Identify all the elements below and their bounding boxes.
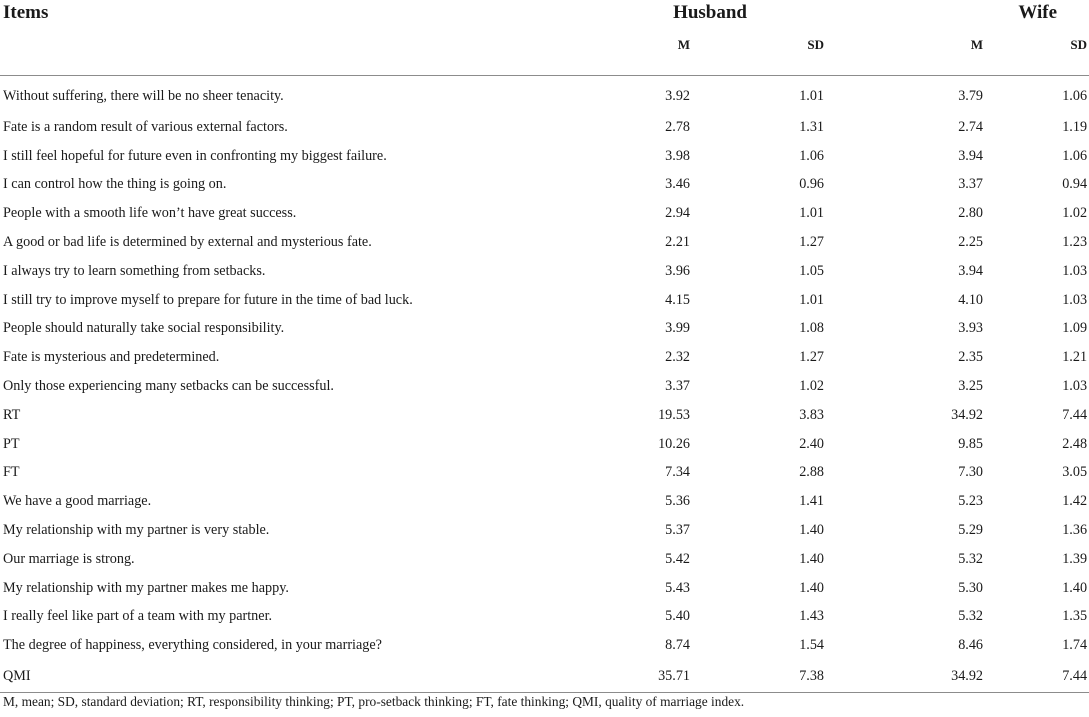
table-row (0, 257, 1089, 286)
wife-m-cell: 8.46 (958, 637, 984, 654)
wife-sd-cell: 1.03 (1062, 291, 1088, 308)
item-cell: Only those experiencing many setbacks can be successful. (3, 378, 334, 395)
wife-m-cell: 3.37 (958, 176, 984, 193)
husband-m-cell: 2.94 (665, 205, 690, 222)
husband-sd-cell: 1.43 (799, 608, 825, 625)
husband-m-cell: 8.74 (665, 637, 690, 654)
item-cell: Our marriage is strong. (3, 550, 135, 567)
header-row-groups (0, 0, 1089, 32)
item-cell: I really feel like part of a team with my partner. (3, 608, 273, 625)
husband-sd-cell: 1.01 (799, 205, 825, 222)
husband-m-cell: 2.78 (665, 118, 690, 135)
wife-m-cell: 3.79 (958, 88, 984, 104)
item-cell: QMI (0, 660, 560, 693)
husband-sd-cell: 1.40 (799, 579, 825, 596)
husband-sd-cell: 1.27 (799, 234, 825, 251)
header-wife: Wife (1018, 2, 1058, 23)
item-cell: A good or bad life is determined by external and mysterious fate. (3, 234, 372, 251)
wife-sd-cell: 7.44 (1062, 406, 1088, 423)
husband-m-cell: 3.37 (665, 378, 690, 395)
table-row (0, 228, 1089, 257)
wife-m-cell: 2.80 (958, 205, 984, 222)
item-cell: I can control how the thing is going on. (3, 176, 227, 193)
husband-sd-cell: 1.06 (799, 147, 825, 164)
wife-sd-cell: 1.19 (1062, 118, 1088, 135)
husband-m-cell: 19.53 (658, 406, 690, 423)
wife-sd-cell: 1.09 (1062, 320, 1088, 337)
table-row (0, 516, 1089, 545)
husband-m-cell: 7.34 (665, 464, 690, 481)
table-row (0, 430, 1089, 459)
husband-sd-cell: 1.40 (799, 550, 825, 567)
table-row (0, 545, 1089, 574)
husband-sd-cell: 1.40 (799, 522, 825, 539)
wife-sd-cell: 1.03 (1062, 262, 1088, 279)
husband-m-cell: 5.37 (665, 522, 690, 539)
husband-m-cell: 3.99 (665, 320, 690, 337)
header-wife-m: M (825, 32, 985, 76)
husband-m-cell: 3.46 (665, 176, 690, 193)
wife-sd-cell: 1.06 (1062, 88, 1088, 104)
header-husband-m: M (560, 32, 690, 76)
item-cell: Fate is mysterious and predetermined. (3, 349, 220, 366)
table-row (0, 113, 1089, 142)
wife-sd-cell: 1.36 (1062, 522, 1088, 539)
wife-m-cell: 2.35 (958, 349, 984, 366)
wife-m-cell: 3.93 (958, 320, 984, 337)
item-cell: My relationship with my partner makes me happy. (3, 579, 289, 596)
husband-m-cell: 5.43 (665, 579, 690, 596)
wife-sd-cell: 1.39 (1062, 550, 1088, 567)
header-husband: Husband (673, 2, 748, 23)
wife-sd-cell: 1.23 (1062, 234, 1088, 251)
item-cell: I still try to improve myself to prepare for future in the time of bad luck. (3, 291, 413, 308)
wife-m-cell: 3.25 (958, 378, 984, 395)
header-row-stats (0, 32, 1089, 76)
wife-sd-cell: 3.05 (1062, 464, 1088, 481)
husband-sd-cell: 1.01 (799, 88, 825, 104)
wife-sd-cell: 1.03 (1062, 378, 1088, 395)
table-row (0, 286, 1089, 315)
husband-sd-cell: 7.38 (690, 660, 825, 693)
wife-sd-cell: 2.48 (1062, 435, 1088, 452)
item-cell: Without suffering, there will be no sheer tenacity. (3, 88, 284, 104)
wife-sd-cell: 1.35 (1062, 608, 1088, 625)
item-cell: RT (3, 406, 21, 423)
husband-sd-cell: 1.02 (799, 378, 825, 395)
husband-sd-cell: 3.83 (799, 406, 825, 423)
wife-sd-cell: 0.94 (1062, 176, 1088, 193)
table-header (0, 0, 1089, 76)
wife-sd-cell: 1.06 (1062, 147, 1088, 164)
table-row (0, 171, 1089, 200)
table-row (0, 603, 1089, 632)
wife-m-cell: 3.94 (958, 147, 984, 164)
table-row (0, 142, 1089, 171)
header-items: Items (3, 2, 49, 23)
item-cell: I still feel hopeful for future even in confronting my biggest failure. (3, 147, 387, 164)
table-row (0, 487, 1089, 516)
wife-m-cell: 5.29 (958, 522, 984, 539)
table-row (0, 574, 1089, 603)
husband-sd-cell: 1.54 (799, 637, 825, 654)
table-row (0, 459, 1089, 488)
husband-sd-cell: 1.05 (799, 262, 825, 279)
item-cell: We have a good marriage. (3, 493, 152, 510)
item-cell: I always try to learn something from setbacks. (3, 262, 266, 279)
husband-m-cell: 3.98 (665, 147, 690, 164)
husband-m-cell: 5.36 (665, 493, 690, 510)
table-row (0, 315, 1089, 344)
item-cell: PT (3, 435, 20, 452)
husband-m-cell: 4.15 (665, 291, 690, 308)
table-row (0, 401, 1089, 430)
wife-m-cell: 7.30 (958, 464, 984, 481)
table-row (0, 631, 1089, 660)
header-wife-sd: SD (985, 32, 1089, 76)
wife-sd-cell: 1.42 (1062, 493, 1088, 510)
table-row (0, 199, 1089, 228)
table-row (0, 76, 1089, 114)
table-row (0, 343, 1089, 372)
wife-m-cell: 2.25 (958, 234, 984, 251)
wife-sd-cell: 1.74 (1062, 637, 1088, 654)
item-cell: The degree of happiness, everything considered, in your marriage? (3, 637, 382, 654)
husband-sd-cell: 1.01 (799, 291, 825, 308)
wife-sd-cell: 1.02 (1062, 205, 1088, 222)
husband-m-cell: 5.42 (665, 550, 690, 567)
husband-sd-cell: 1.08 (799, 320, 825, 337)
wife-m-cell: 9.85 (958, 435, 984, 452)
item-cell: FT (3, 464, 20, 481)
husband-sd-cell: 1.31 (799, 118, 825, 135)
husband-m-cell: 2.32 (665, 349, 690, 366)
husband-m-cell: 3.92 (665, 88, 690, 104)
table-body (0, 76, 1089, 693)
wife-m-cell: 34.92 (951, 406, 984, 423)
wife-sd-cell: 7.44 (985, 660, 1089, 693)
husband-sd-cell: 2.40 (799, 435, 825, 452)
husband-sd-cell: 2.88 (799, 464, 825, 481)
wife-m-cell: 5.32 (958, 550, 984, 567)
wife-m-cell: 5.23 (958, 493, 984, 510)
wife-m-cell: 5.30 (958, 579, 984, 596)
item-cell: My relationship with my partner is very stable. (3, 522, 270, 539)
husband-sd-cell: 1.27 (799, 349, 825, 366)
header-husband-sd: SD (690, 32, 825, 76)
item-cell: People should naturally take social responsibility. (3, 320, 285, 337)
husband-m-cell: 10.26 (658, 435, 690, 452)
wife-m-cell: 4.10 (958, 291, 984, 308)
wife-m-cell: 34.92 (825, 660, 985, 693)
item-cell: People with a smooth life won’t have great success. (3, 205, 297, 222)
item-cell: Fate is a random result of various external factors. (3, 118, 288, 135)
husband-m-cell: 35.71 (560, 660, 690, 693)
wife-m-cell: 3.94 (958, 262, 984, 279)
husband-m-cell: 3.96 (665, 262, 690, 279)
husband-sd-cell: 1.41 (799, 493, 825, 510)
wife-m-cell: 5.32 (958, 608, 984, 625)
table-row (0, 372, 1089, 401)
table-row (0, 660, 1089, 693)
wife-sd-cell: 1.40 (1062, 579, 1088, 596)
header-blank (0, 32, 560, 76)
husband-m-cell: 2.21 (665, 234, 690, 251)
table-footnote: M, mean; SD, standard deviation; RT, responsibility thinking; PT, pro-setback thinking; FT, fate thinking; QMI, quality of marriage index. (3, 694, 745, 709)
husband-sd-cell: 0.96 (799, 176, 825, 193)
husband-m-cell: 5.40 (665, 608, 690, 625)
wife-m-cell: 2.74 (958, 118, 984, 135)
wife-sd-cell: 1.21 (1062, 349, 1088, 366)
